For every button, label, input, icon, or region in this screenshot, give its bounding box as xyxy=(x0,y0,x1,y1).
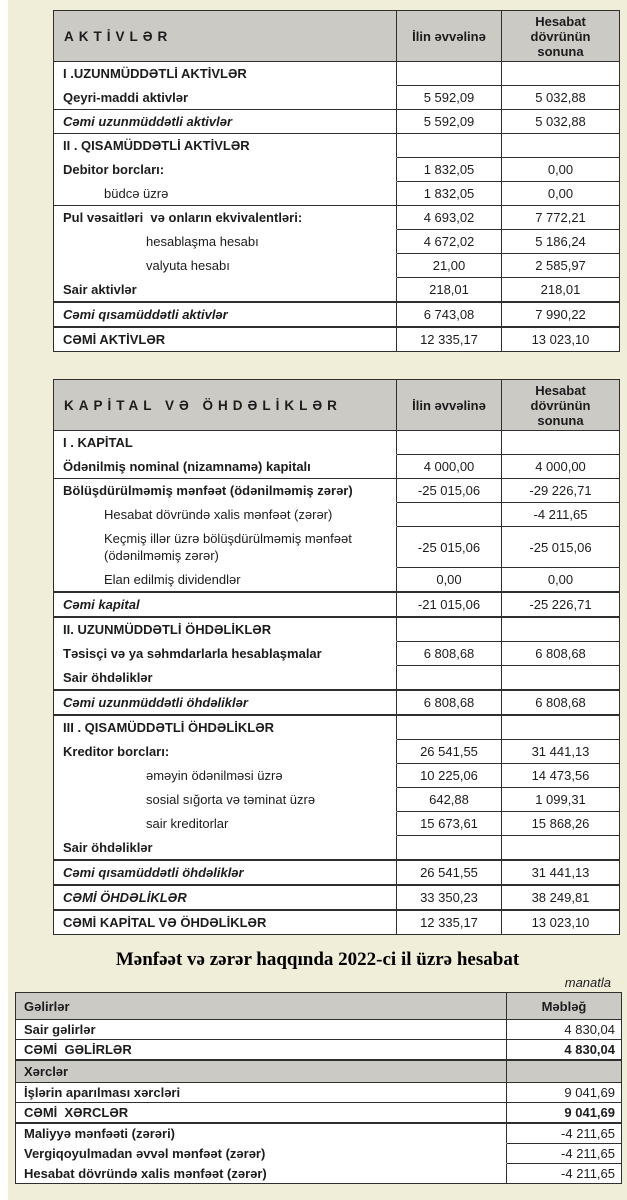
row-label-cell: Maliyyə mənfəəti (zərəri) xyxy=(16,1123,507,1144)
row-label-cell: Sair gəlirlər xyxy=(16,1020,507,1040)
row-label-cell: Kreditor borcları: xyxy=(54,740,397,764)
row-value-cell: 7 990,22 xyxy=(502,302,619,327)
row-value-cell: 6 808,68 xyxy=(502,642,619,666)
table-header-row xyxy=(16,993,621,1020)
row-label-cell: CƏMİ AKTİVLƏR xyxy=(54,327,397,351)
table-row xyxy=(54,134,619,158)
row-value-cell: 21,00 xyxy=(397,254,502,278)
row-label-cell: Keçmiş illər üzrə bölüşdürülməmiş mənfəət (ödənilməmiş zərər) xyxy=(54,527,397,568)
table-row xyxy=(54,479,619,503)
table-row xyxy=(16,1020,621,1040)
row-value-cell xyxy=(397,617,502,642)
table-row xyxy=(54,302,619,327)
table-row xyxy=(54,158,619,182)
assets-balance-table xyxy=(53,10,620,352)
table-row xyxy=(54,254,619,278)
table-row xyxy=(54,910,619,934)
row-value-cell: 15 673,61 xyxy=(397,812,502,836)
table-row xyxy=(16,1040,621,1060)
table-row xyxy=(54,860,619,885)
row-label-cell: Qeyri-maddi aktivlər xyxy=(54,86,397,110)
table-row xyxy=(16,1060,621,1083)
row-value-cell: -25 015,06 xyxy=(397,527,502,568)
table-row xyxy=(16,1144,621,1164)
row-value-cell: 4 830,04 xyxy=(507,1040,621,1060)
row-value-cell xyxy=(502,134,619,158)
row-label-cell: valyuta hesabı xyxy=(54,254,397,278)
row-label-cell: Hesabat dövründə xalis mənfəət (zərər) xyxy=(16,1164,507,1183)
column-header-cell: İlin əvvəlinə xyxy=(397,380,502,431)
table-row xyxy=(54,431,619,455)
table-row xyxy=(54,278,619,302)
row-label-cell: CƏMİ GƏLİRLƏR xyxy=(16,1040,507,1060)
table-row xyxy=(54,455,619,479)
table-row xyxy=(54,740,619,764)
row-label-cell: sair kreditorlar xyxy=(54,812,397,836)
scanned-report-page xyxy=(8,0,627,1200)
table-row xyxy=(54,592,619,617)
table-row xyxy=(54,812,619,836)
row-value-cell: 218,01 xyxy=(502,278,619,302)
table-row xyxy=(54,788,619,812)
row-label-cell: hesablaşma hesabı xyxy=(54,230,397,254)
row-value-cell: 5 592,09 xyxy=(397,86,502,110)
row-value-cell xyxy=(502,431,619,455)
row-value-cell: 14 473,56 xyxy=(502,764,619,788)
row-label-cell: Sair öhdəliklər xyxy=(54,836,397,860)
row-label-cell: CƏMİ KAPİTAL VƏ ÖHDƏLİKLƏR xyxy=(54,910,397,934)
table-row xyxy=(54,642,619,666)
row-value-cell xyxy=(397,134,502,158)
row-value-cell: 1 099,31 xyxy=(502,788,619,812)
row-value-cell xyxy=(502,715,619,740)
row-value-cell: 10 225,06 xyxy=(397,764,502,788)
capital-liabilities-balance-table xyxy=(53,379,620,935)
row-value-cell: 26 541,55 xyxy=(397,860,502,885)
row-value-cell: 12 335,17 xyxy=(397,327,502,351)
row-label-cell: II . QISAMÜDDƏTLİ AKTİVLƏR xyxy=(54,134,397,158)
row-value-cell: 0,00 xyxy=(397,568,502,592)
row-value-cell xyxy=(507,1060,621,1083)
row-value-cell: 12 335,17 xyxy=(397,910,502,934)
row-label-cell: CƏMİ ÖHDƏLİKLƏR xyxy=(54,885,397,910)
row-value-cell: 4 830,04 xyxy=(507,1020,621,1040)
table-row xyxy=(16,1103,621,1123)
row-value-cell: -4 211,65 xyxy=(561,1166,615,1181)
row-label-cell: əməyin ödənilməsi üzrə xyxy=(54,764,397,788)
row-value-cell: 6 808,68 xyxy=(397,642,502,666)
row-value-cell: 5 186,24 xyxy=(502,230,619,254)
row-label-cell: III . QISAMÜDDƏTLİ ÖHDƏLİKLƏR xyxy=(54,715,397,740)
row-value-cell: 218,01 xyxy=(397,278,502,302)
row-label-cell: büdcə üzrə xyxy=(54,182,397,206)
table-row xyxy=(54,503,619,527)
row-value-cell: -25 015,06 xyxy=(397,479,502,503)
row-value-cell: 642,88 xyxy=(397,788,502,812)
row-value-cell: -4 211,65 xyxy=(507,1144,621,1164)
currency-unit-note: manatla xyxy=(564,975,611,990)
row-value-cell: 13 023,10 xyxy=(502,910,619,934)
row-value-cell: 0,00 xyxy=(502,158,619,182)
table-row xyxy=(16,1083,621,1103)
row-label-cell: Elan edilmiş dividendlər xyxy=(54,568,397,592)
row-label-cell: Ödənilmiş nominal (nizamnamə) kapitalı xyxy=(54,455,397,479)
table-row xyxy=(54,527,619,568)
profit-loss-table xyxy=(15,992,622,1184)
row-value-cell: -21 015,06 xyxy=(397,592,502,617)
row-value-cell: 31 441,13 xyxy=(502,740,619,764)
row-value-cell: -4 211,65 xyxy=(507,1123,621,1144)
table-title-header-cell: KAPİTAL VƏ ÖHDƏLİKLƏR xyxy=(54,380,397,431)
table-row xyxy=(54,230,619,254)
table-header-row xyxy=(54,380,619,431)
row-label-cell: Vergiqoyulmadan əvvəl mənfəət (zərər) xyxy=(16,1144,507,1164)
row-value-cell xyxy=(397,503,502,527)
row-value-cell: 13 023,10 xyxy=(502,327,619,351)
row-label-cell: Pul vəsaitləri və onların ekvivalentləri: xyxy=(54,206,397,230)
column-header-cell: Hesabat dövrünün sonuna xyxy=(502,380,619,431)
table-row xyxy=(54,62,619,86)
row-value-cell xyxy=(502,666,619,690)
table-row xyxy=(54,715,619,740)
table-row xyxy=(54,836,619,860)
row-value-cell xyxy=(397,836,502,860)
row-value-cell: 31 441,13 xyxy=(502,860,619,885)
row-value-cell xyxy=(397,431,502,455)
row-value-cell: 7 772,21 xyxy=(502,206,619,230)
row-value-cell: 1 832,05 xyxy=(397,182,502,206)
row-value-cell: -25 015,06 xyxy=(502,527,619,568)
row-label-cell: Sair öhdəliklər xyxy=(54,666,397,690)
row-value-cell: 0,00 xyxy=(502,182,619,206)
row-value-cell: -25 226,71 xyxy=(502,592,619,617)
row-label-cell: Cəmi kapital xyxy=(54,592,397,617)
table-row xyxy=(16,1164,621,1183)
row-label-cell: Cəmi uzunmüddətli aktivlər xyxy=(54,110,397,134)
table-title-header-cell: Gəlirlər xyxy=(16,993,507,1020)
row-value-cell xyxy=(502,836,619,860)
table-row xyxy=(54,206,619,230)
row-value-cell: 4 000,00 xyxy=(397,455,502,479)
row-label-cell: Debitor borcları: xyxy=(54,158,397,182)
row-label-cell: sosial sığorta və təminat üzrə xyxy=(54,788,397,812)
row-value-cell: 1 832,05 xyxy=(397,158,502,182)
row-value-cell xyxy=(502,617,619,642)
row-label-cell: II. UZUNMÜDDƏTLİ ÖHDƏLİKLƏR xyxy=(54,617,397,642)
column-header-cell: İlin əvvəlinə xyxy=(397,11,502,62)
row-value-cell: 38 249,81 xyxy=(502,885,619,910)
column-header-cell: Hesabat dövrünün sonuna xyxy=(502,11,619,62)
table-title-header-cell: AKTİVLƏR xyxy=(54,11,397,62)
row-value-cell: 6 808,68 xyxy=(397,690,502,715)
row-value-cell: 4 672,02 xyxy=(397,230,502,254)
row-value-cell: 6 808,68 xyxy=(502,690,619,715)
row-value-cell: 9 041,69 xyxy=(507,1103,621,1123)
table-row xyxy=(54,690,619,715)
row-value-cell: 4 693,02 xyxy=(397,206,502,230)
table-row xyxy=(54,110,619,134)
table-header-row xyxy=(54,11,619,62)
row-label-cell: Cəmi qısamüddətli öhdəliklər xyxy=(54,860,397,885)
row-value-cell: 6 743,08 xyxy=(397,302,502,327)
row-value-cell xyxy=(397,62,502,86)
row-value-cell: -4 211,65 xyxy=(502,503,619,527)
row-label-cell: Cəmi uzunmüddətli öhdəliklər xyxy=(54,690,397,715)
table-row xyxy=(54,182,619,206)
row-value-cell: 5 592,09 xyxy=(397,110,502,134)
table-row xyxy=(54,86,619,110)
row-value-cell: 33 350,23 xyxy=(397,885,502,910)
table-row xyxy=(16,1123,621,1144)
row-value-cell: 26 541,55 xyxy=(397,740,502,764)
table-row xyxy=(54,764,619,788)
table-row xyxy=(54,327,619,351)
row-label-cell: Təsisçi və ya səhmdarlarla hesablaşmalar xyxy=(54,642,397,666)
row-label-cell: Xərclər xyxy=(16,1060,507,1083)
row-value-cell: -29 226,71 xyxy=(502,479,619,503)
row-label-cell: Bölüşdürülməmiş mənfəət (ödənilməmiş zərər) xyxy=(54,479,397,503)
column-header-cell: Məbləğ xyxy=(507,993,621,1020)
row-value-cell xyxy=(397,715,502,740)
row-label-cell: CƏMİ XƏRCLƏR xyxy=(16,1103,507,1123)
row-label-cell: Sair aktivlər xyxy=(54,278,397,302)
row-value-cell xyxy=(397,666,502,690)
row-value-cell: 15 868,26 xyxy=(502,812,619,836)
row-value-cell: 4 000,00 xyxy=(502,455,619,479)
profit-loss-report-title: Mənfəət və zərər haqqında 2022-ci il üzrə hesabat xyxy=(115,949,520,970)
row-label-cell: I .UZUNMÜDDƏTLİ AKTİVLƏR xyxy=(54,62,397,86)
row-value-cell: 2 585,97 xyxy=(502,254,619,278)
table-row xyxy=(54,568,619,592)
row-label-cell: Cəmi qısamüddətli aktivlər xyxy=(54,302,397,327)
row-label-cell: I . KAPİTAL xyxy=(54,431,397,455)
row-value-cell: 5 032,88 xyxy=(502,110,619,134)
row-value-cell xyxy=(502,62,619,86)
row-label-cell: İşlərin aparılması xərcləri xyxy=(16,1083,507,1103)
row-value-cell: 5 032,88 xyxy=(502,86,619,110)
row-value-cell: 0,00 xyxy=(502,568,619,592)
row-label-cell: Hesabat dövründə xalis mənfəət (zərər) xyxy=(54,503,397,527)
table-row xyxy=(54,617,619,642)
row-value-cell: 9 041,69 xyxy=(507,1083,621,1103)
table-row xyxy=(54,885,619,910)
table-row xyxy=(54,666,619,690)
